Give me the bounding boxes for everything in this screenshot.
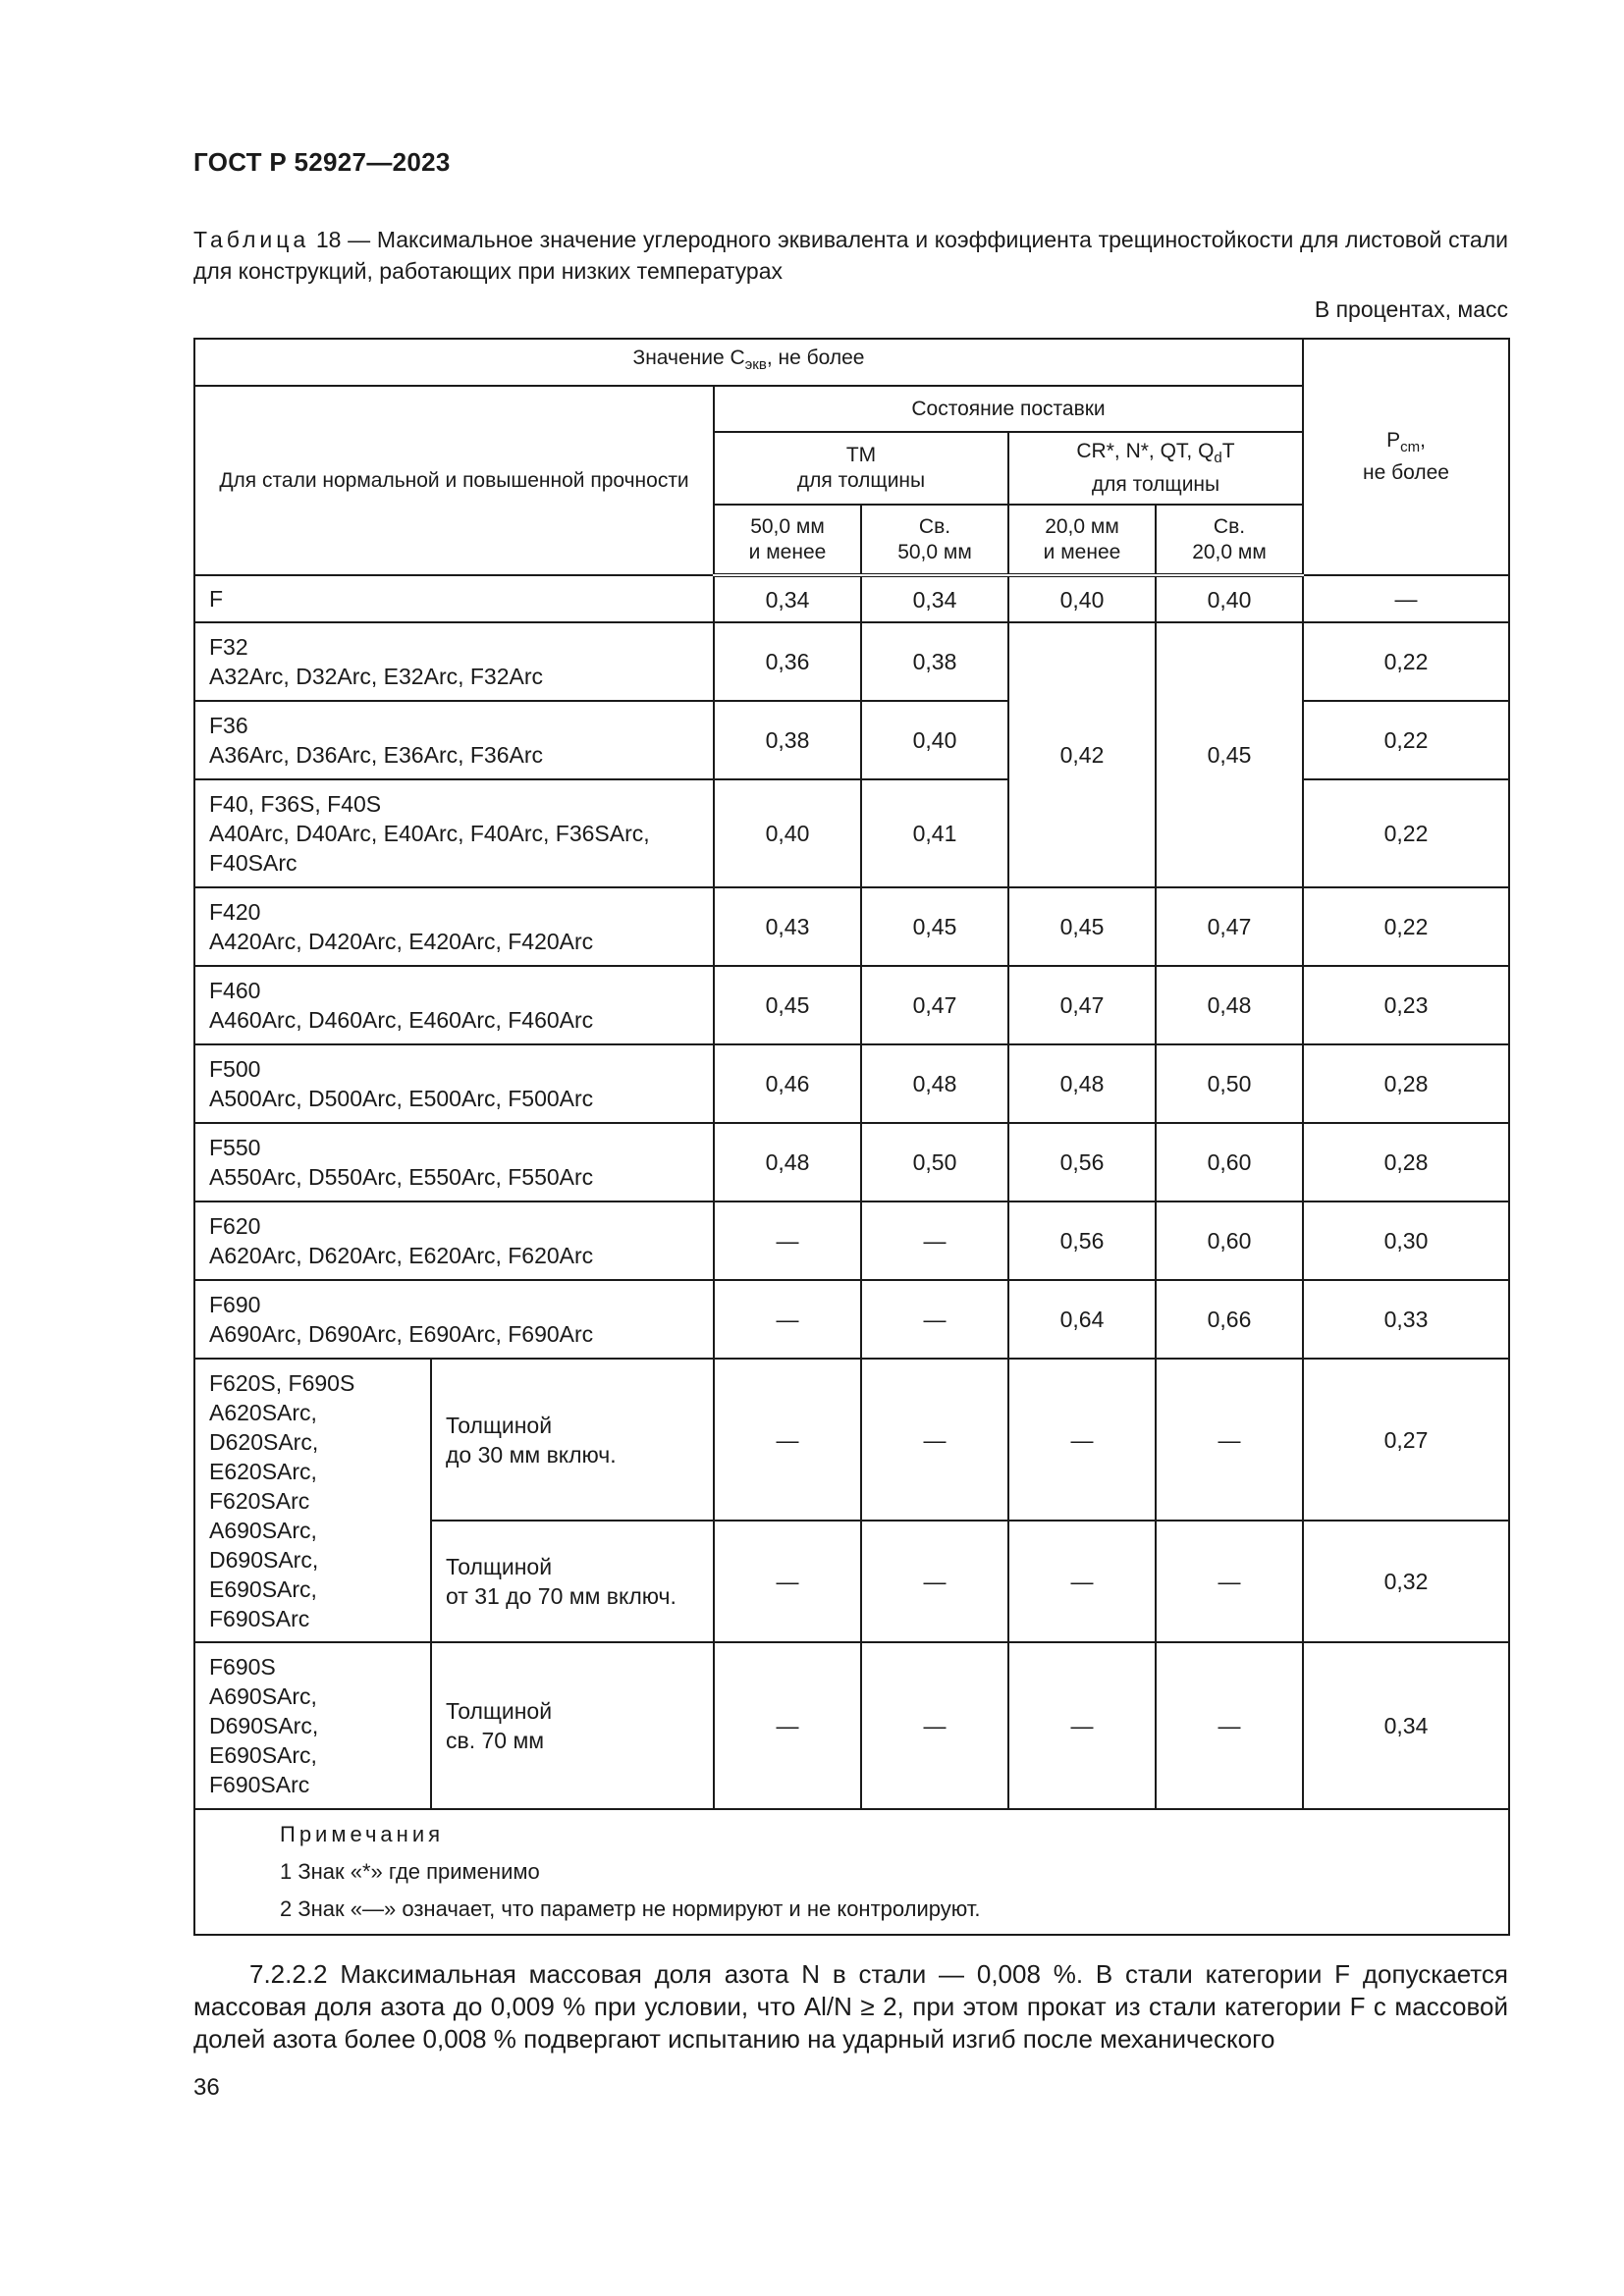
header-pcm-limit: не более	[1363, 461, 1449, 485]
grade-line: F620SArc	[209, 1487, 310, 1514]
value-cell: 0,50	[861, 1123, 1008, 1201]
value-cell: —	[714, 1280, 861, 1359]
value-cell: 0,50	[1156, 1044, 1303, 1123]
grade-line: F690SArc	[209, 1772, 310, 1797]
table-row	[194, 701, 1509, 779]
header-col-tm-gt50-a: Св.	[918, 514, 951, 538]
header-col-cr-le20-a: 20,0 мм	[1045, 514, 1119, 538]
grade-line: A690SArc,	[209, 1683, 317, 1709]
value-cell: 0,38	[714, 701, 861, 779]
value-cell: 0,47	[1008, 966, 1156, 1044]
header-col-tm-gt50-b: 50,0 мм	[897, 540, 972, 563]
grade-name: F460	[209, 978, 261, 1003]
value-cell: 0,40	[1008, 575, 1156, 622]
value-cell: —	[1008, 1642, 1156, 1809]
header-col-cr-gt20-a: Св.	[1213, 514, 1246, 538]
header-pcm-comma: ,	[1420, 428, 1426, 452]
grade-cell	[194, 1044, 714, 1123]
value-cell: 0,48	[1156, 966, 1303, 1044]
steel-table	[193, 338, 1510, 1936]
grade-line: A690SArc,	[209, 1517, 317, 1543]
header-col-cr-le20-b: и менее	[1043, 540, 1121, 563]
table-row	[194, 966, 1509, 1044]
value-cell: 0,46	[714, 1044, 861, 1123]
grade-list: A500Arc, D500Arc, E500Arc, F500Arc	[209, 1086, 594, 1111]
table-row	[194, 1123, 1509, 1201]
grade-line: A620SArc,	[209, 1399, 317, 1425]
value-cell: 0,36	[714, 622, 861, 701]
header-ceq-tail: , не более	[766, 347, 865, 370]
thickness-range: до 30 мм включ.	[446, 1441, 617, 1468]
value-cell: 0,38	[861, 622, 1008, 701]
value-cell-merged: 0,45	[1156, 622, 1303, 887]
value-cell: —	[1156, 1642, 1303, 1809]
pcm-cell: 0,32	[1303, 1521, 1509, 1642]
table-row	[194, 1201, 1509, 1280]
pcm-cell: 0,22	[1303, 887, 1509, 966]
grade-list: A36Arc, D36Arc, E36Arc, F36Arc	[209, 742, 544, 768]
pcm-cell: 0,28	[1303, 1044, 1509, 1123]
value-cell: 0,45	[1008, 887, 1156, 966]
grade-line: F690S	[209, 1654, 276, 1680]
value-cell: 0,48	[714, 1123, 861, 1201]
grade-cell	[194, 1201, 714, 1280]
value-cell: 0,56	[1008, 1123, 1156, 1201]
thickness-range: св. 70 мм	[446, 1728, 545, 1753]
header-pcm	[1303, 339, 1509, 575]
header-ceq-text: Значение C	[632, 347, 745, 370]
value-cell: 0,45	[714, 966, 861, 1044]
page-number: 36	[193, 2074, 220, 2101]
header-tm-label: ТМ	[845, 444, 877, 466]
pcm-cell: 0,28	[1303, 1123, 1509, 1201]
grade-cell	[194, 966, 714, 1044]
value-cell: 0,60	[1156, 1123, 1303, 1201]
value-cell: —	[861, 1359, 1008, 1521]
pcm-cell: 0,22	[1303, 701, 1509, 779]
notes-row	[194, 1809, 1509, 1935]
header-cr-thickness: для толщины	[1091, 472, 1220, 496]
grade-line: D690SArc,	[209, 1546, 319, 1573]
header-col-tm-le50	[714, 505, 861, 575]
pcm-cell: 0,22	[1303, 779, 1509, 887]
value-cell: 0,56	[1008, 1201, 1156, 1280]
value-cell-merged: 0,42	[1008, 622, 1156, 887]
header-steel: Для стали нормальной и повышенной прочности	[194, 386, 714, 575]
note-1: 1 Знак «*» где применимо	[280, 1859, 540, 1884]
value-cell: —	[1008, 1359, 1156, 1521]
grade-name: F620	[209, 1213, 261, 1239]
value-cell: 0,45	[861, 887, 1008, 966]
grade-line: F690SArc	[209, 1605, 310, 1631]
thickness-label: Толщиной	[446, 1554, 553, 1579]
grade-list: A420Arc, D420Arc, E420Arc, F420Arc	[209, 929, 594, 954]
value-cell: —	[861, 1642, 1008, 1809]
header-col-cr-gt20	[1156, 505, 1303, 575]
grade-cell	[194, 1123, 714, 1201]
grade-line: E690SArc,	[209, 1575, 317, 1602]
table-row	[194, 1642, 1509, 1809]
value-cell: —	[714, 1521, 861, 1642]
pcm-cell: —	[1303, 575, 1509, 622]
header-col-tm-le50-a: 50,0 мм	[750, 514, 825, 538]
body-paragraph: 7.2.2.2 Максимальная массовая доля азота N в стали — 0,008 %. В стали категории F допускается массовая доля азота до 0,009 % при условии, что Al/N ≥ 2, при этом прокат из стали категории F с массовой долей азота более 0,008 % подвергают испытанию на ударный изгиб после механического	[193, 1959, 1508, 2054]
value-cell: 0,40	[714, 779, 861, 887]
pcm-cell: 0,22	[1303, 622, 1509, 701]
header-delivery: Состояние поставки	[714, 386, 1303, 432]
value-cell: 0,43	[714, 887, 861, 966]
table-row	[194, 1280, 1509, 1359]
thickness-cell	[431, 1642, 714, 1809]
thickness-range: от 31 до 70 мм включ.	[446, 1583, 677, 1609]
table-row	[194, 887, 1509, 966]
value-cell: —	[714, 1201, 861, 1280]
header-tm-thickness: для толщины	[796, 469, 926, 492]
value-cell: 0,34	[714, 575, 861, 622]
value-cell: 0,60	[1156, 1201, 1303, 1280]
header-col-tm-le50-b: и менее	[748, 540, 827, 563]
value-cell: 0,64	[1008, 1280, 1156, 1359]
thickness-label: Толщиной	[446, 1698, 553, 1724]
grade-cell	[194, 701, 714, 779]
header-cr	[1008, 432, 1303, 505]
header-col-cr-gt20-b: 20,0 мм	[1192, 540, 1267, 563]
thickness-cell	[431, 1521, 714, 1642]
grade-cell	[194, 1280, 714, 1359]
pcm-cell: 0,33	[1303, 1280, 1509, 1359]
value-cell: 0,34	[861, 575, 1008, 622]
header-pcm-sub: cm	[1400, 439, 1421, 456]
grade-group-cell	[194, 1359, 431, 1642]
table-row	[194, 1359, 1509, 1521]
caption-label: Таблица	[193, 227, 310, 252]
thickness-cell	[431, 1359, 714, 1521]
header-cr-tail: T	[1221, 440, 1235, 463]
header-col-tm-gt50	[861, 505, 1008, 575]
table-row	[194, 575, 1509, 622]
value-cell: —	[714, 1359, 861, 1521]
grade-name: F40, F36S, F40S	[209, 791, 382, 817]
grade-group-cell	[194, 1642, 431, 1809]
value-cell: —	[1156, 1521, 1303, 1642]
value-cell: 0,47	[861, 966, 1008, 1044]
thickness-label: Толщиной	[446, 1412, 553, 1438]
grade-name: F36	[209, 713, 248, 738]
header-pcm-p: P	[1386, 428, 1401, 452]
grade-list: A690Arc, D690Arc, E690Arc, F690Arc	[209, 1321, 594, 1347]
grade-name: F550	[209, 1135, 261, 1160]
header-col-cr-le20	[1008, 505, 1156, 575]
grade-cell	[194, 887, 714, 966]
table-row	[194, 1044, 1509, 1123]
notes-cell	[194, 1809, 1509, 1935]
table-row	[194, 779, 1509, 887]
grade-line: E620SArc,	[209, 1458, 317, 1484]
grade-list: A620Arc, D620Arc, E620Arc, F620Arc	[209, 1243, 594, 1268]
value-cell: —	[1008, 1521, 1156, 1642]
value-cell: 0,48	[861, 1044, 1008, 1123]
value-cell: 0,40	[1156, 575, 1303, 622]
value-cell: 0,40	[861, 701, 1008, 779]
grade-line: D620SArc,	[209, 1428, 319, 1455]
value-cell: 0,66	[1156, 1280, 1303, 1359]
grade-list: A32Arc, D32Arc, E32Arc, F32Arc	[209, 664, 544, 689]
document-header: ГОСТ Р 52927—2023	[193, 147, 451, 177]
value-cell: —	[861, 1521, 1008, 1642]
pcm-cell: 0,23	[1303, 966, 1509, 1044]
grade-line: E690SArc,	[209, 1742, 317, 1768]
grade-list: A460Arc, D460Arc, E460Arc, F460Arc	[209, 1007, 594, 1033]
pcm-cell: 0,27	[1303, 1359, 1509, 1521]
grade-name: F420	[209, 899, 261, 925]
note-2: 2 Знак «—» означает, что параметр не нормируют и не контролируют.	[280, 1896, 981, 1921]
notes-title: Примечания	[280, 1822, 445, 1846]
value-cell: 0,48	[1008, 1044, 1156, 1123]
grade-cell: F	[194, 575, 714, 622]
table-caption	[193, 224, 1508, 287]
grade-name: F690	[209, 1292, 261, 1317]
value-cell: —	[861, 1280, 1008, 1359]
value-cell: —	[861, 1201, 1008, 1280]
pcm-cell: 0,34	[1303, 1642, 1509, 1809]
header-ceq-sub: экв	[744, 356, 767, 374]
grade-line: D690SArc,	[209, 1713, 319, 1738]
units-note: В процентах, масс	[1314, 296, 1508, 322]
grade-name: F32	[209, 634, 248, 660]
header-cr-label: CR*, N*, QT, Q	[1076, 440, 1215, 463]
grade-list: A40Arc, D40Arc, E40Arc, F40Arc, F36SArc,	[209, 821, 650, 846]
value-cell: —	[1156, 1359, 1303, 1521]
header-cr-sub: d	[1214, 450, 1222, 467]
value-cell: 0,41	[861, 779, 1008, 887]
grade-line: F620S, F690S	[209, 1369, 355, 1396]
grade-list-cont: F40SArc	[209, 850, 298, 876]
caption-text: 18 — Максимальное значение углеродного эквивалента и коэффициента трещиностойкости для листовой стали для конструкций, работающих при низких температурах	[193, 227, 1508, 284]
header-ceq	[194, 339, 1303, 386]
pcm-cell: 0,30	[1303, 1201, 1509, 1280]
grade-cell	[194, 779, 714, 887]
table-row	[194, 622, 1509, 701]
grade-cell	[194, 622, 714, 701]
value-cell: —	[714, 1642, 861, 1809]
grade-list: A550Arc, D550Arc, E550Arc, F550Arc	[209, 1164, 594, 1190]
header-tm	[714, 432, 1008, 505]
value-cell: 0,47	[1156, 887, 1303, 966]
grade-name: F500	[209, 1056, 261, 1082]
